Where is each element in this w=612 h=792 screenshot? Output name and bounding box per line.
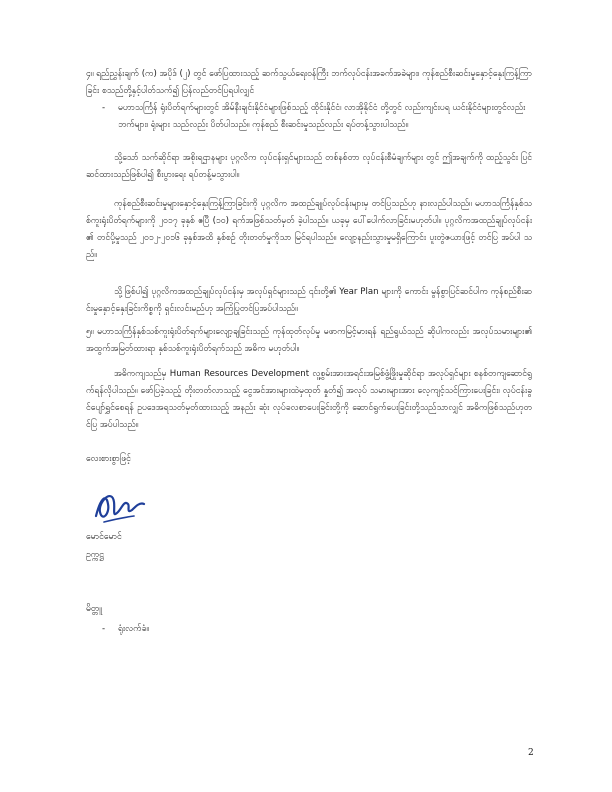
bullet-item-holidays <box>102 100 532 134</box>
paragraph-year-plan: သို့ဖြစ်ပါ၍ ပုဂ္ဂလိကအထည်ချုပ်လုပ်ငန်းမှ အလုပ်ရှင်များသည် ၎င်းတို့၏ Year Plan များကို ကောင်း မွန်စွာပြင်ဆင်ပါက ကုန်စည်စီးဆင်းမှုနှောင့်နှေးခြင်းကိစ္စကို ရှင်းလင်းမည်ဟု အကြံပြုတင်ပြအပ်ပါသည်။ <box>86 287 532 314</box>
cc-item <box>102 624 150 636</box>
closing-respectfully: လေးစားစွာဖြင့် <box>86 454 131 464</box>
bullet-item-text: မဟာသင်္ကြန် ရုံးပိတ်ရက်များတွင် အိမ်နီးချင်းနိုင်ငံများဖြစ်သည့် ထိုင်းနိုင်ငံ၊ လာအိုနိုင်ငံ တို့တွင် လည်းကျင်းပရ ယင်းနိုင်ငံများတွင်လည်း ဘက်များ၊ ရုံးများ သည်လည်း ပိတ်ပါသည်။ ကုန်စည် စီးဆင်းမှုသည်လည်း ရပ်တန့်သွားပါသည်။ <box>118 103 526 130</box>
page-number: 2 <box>528 748 534 758</box>
signatory-title: ဥက္ကဋ္ဌ <box>86 550 104 560</box>
paragraph-4: ၄။ ရည်ညွှန်းချက် (က) အပိုဒ် (၂) တွင် ဖော်ပြထားသည့် ဆက်သွယ်ရေးဝန်ကြီး ဘက်လုပ်ငန်းအခက်အခဲများ၊ ကုန်စည်စီးဆင်းမှုနှောင့်နှေးကြန့်ကြာခြင်း စသည်တို့နှင့်ပါတ်သက်၍ ပြန်လည်တင်ပြရပါလျှင် <box>86 69 532 96</box>
signature-image <box>90 482 150 528</box>
signatory-name: မောင်မောင် <box>86 532 122 542</box>
cc-item-text: ရုံးလက်ခံ။ <box>118 624 150 634</box>
paragraph-garment-exports: ကုန်စည်စီးဆင်းမှုများနှောင့်နှေးကြန့်ကြာခြင်းကို ပုဂ္ဂလိက အထည်ချုပ်လုပ်ငန်းများမှ တင်ပြသည်ဟု နားလည်ပါသည်။ မဟာသင်္ကြန်နှစ်သစ်ကူးရုံးပိတ်ရက်များကို ၂၀၁၇ ခုနှစ် ဧပြီ (၁၀) ရက်အဖြစ်သတ်မှတ် ခဲ့ပါသည်။ ယခုမှ ပေါ်ပေါက်လာခြင်းမဟုတ်ပါ။ ပုဂ္ဂလိကအထည်ချုပ်လုပ်ငန်း၏ တင်ပို့မှုသည် ၂၀၁၂-၂၀၁၆ ခုနှစ်အထိ နှစ်စဉ် တိုးတတ်မှုကိုသာ မြင်ရပါသည်။ လျော့နည်းသွားမှုမရှိကြောင်း ပူးတွဲဇယားဖြင့် တင်ပြ အပ်ပါ သည်။ <box>86 199 532 260</box>
bullet-dash: - <box>102 624 106 634</box>
paragraph-however: သို့သော် သက်ဆိုင်ရာ အစိုးရဌာနများ ပုဂ္ဂလိက လုပ်ငန်းရှင်များသည် တစ်နစ်တာ လုပ်ငန်းစီမံချက်များ တွင် ဤအချက်ကို ထည့်သွင်း ပြင်ဆင်ထားသည်ဖြစ်ပါ၍ စီးပွားရေး ရပ်တန့်မသွားပါ။ <box>86 153 532 180</box>
paragraph-5: ၅။ မဟာသင်္ကြန်နှစ်သစ်ကူးရုံးပိတ်ရက်များလျော့ချခြင်းသည် ကုန်ထုတ်လုပ်မှု မဖာကမြင့်မားရန် ရည်ရွယ်သည် ဆိုပါကလည်း အလုပ်သမားများ၏ အထွက်အမြတ်ထားရာ နှစ်သစ်ကူးရုံးပိတ်ရက်သည် အဓိက မဟုတ်ပါ။ <box>86 327 532 354</box>
bullet-dash: - <box>102 103 106 113</box>
paragraph-hrd: အဓိကကျသည်မှ Human Resources Development လူ့စွမ်းအားအရင်းအမြစ်ဖွံ့ဖြိုးမှုဆိုင်ရာ အလုပ်ရှင်များ စနစ်တကျဆောင်ရွက်ရန်လိုပါသည်။ ဖော်ပြခဲ့သည့် တိုးတတ်လာသည့် ငွေအင်အားများထဲမှထုတ် နှုတ်၍ အလုပ် သမားများအား လေ့ကျင့်သင်ကြားပေးခြင်း၊ လုပ်ငန်းခွင်ပျော်ရွှင်စေရန် ဥပဒေအရသတ်မှတ်ထားသည့် အနည်း ဆုံး လုပ်ခလစာပေးခြင်းတို့ကို ဆောင်ရွက်ပေးခြင်းတို့သည်သာလျှင် အဓိကဖြစ်သည်ဟုတင်ပြ အပ်ပါသည်။ <box>86 369 532 430</box>
cc-label: မိတ္တူ <box>86 604 102 614</box>
